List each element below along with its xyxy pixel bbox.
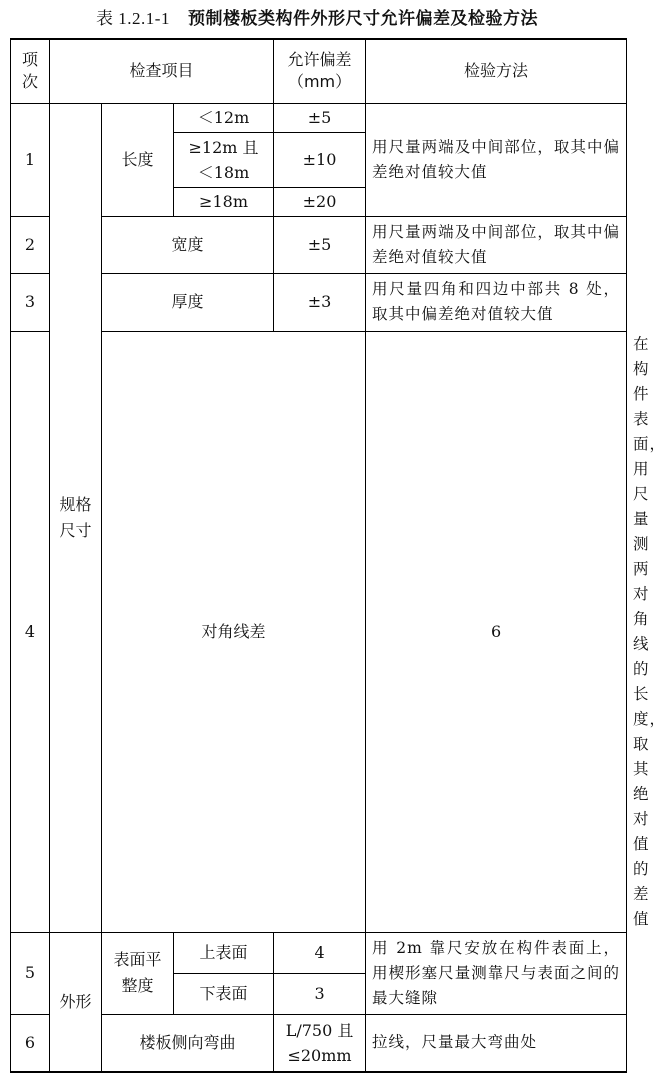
row5-item: 表面平整度 xyxy=(102,932,174,1014)
row6-no: 6 xyxy=(11,1014,50,1072)
table-row xyxy=(11,273,627,331)
row1-method: 用尺量两端及中间部位，取其中偏差绝对值较大值 xyxy=(366,103,627,216)
row1-tol3: ±20 xyxy=(274,187,366,216)
row3-item: 厚度 xyxy=(102,273,274,331)
table-row xyxy=(11,216,627,273)
row2-method: 用尺量两端及中间部位，取其中偏差绝对值较大值 xyxy=(366,216,627,273)
row4-no: 4 xyxy=(11,331,50,932)
row6-item: 楼板侧向弯曲 xyxy=(102,1014,274,1072)
table-row: 4 对角线差 6 在构件表面，用尺量测两对角线的长度，取其绝对值的差值 xyxy=(11,331,627,932)
header-row xyxy=(11,39,627,103)
row3-tol: ±3 xyxy=(274,273,366,331)
caption-number: 表 1.2.1-1 xyxy=(96,9,170,28)
group-shape: 外形 xyxy=(50,932,102,1072)
header-item: 检查项目 xyxy=(50,39,274,103)
table-row xyxy=(11,103,627,132)
table-row xyxy=(11,932,627,973)
header-tolerance: 允许偏差（mm） xyxy=(274,39,366,103)
row2-tol: ±5 xyxy=(274,216,366,273)
row1-sub3: ≥18m xyxy=(174,187,274,216)
row2-no: 2 xyxy=(11,216,50,273)
row1-sub1: ＜12m xyxy=(174,103,274,132)
header-no: 项次 xyxy=(11,39,50,103)
row5-no: 5 xyxy=(11,932,50,1014)
row1-item: 长度 xyxy=(102,103,174,216)
table-row xyxy=(11,1014,627,1072)
header-method: 检验方法 xyxy=(366,39,627,103)
row4-tol: 6 xyxy=(366,331,627,932)
row5-method: 用 2m 靠尺安放在构件表面上，用楔形塞尺量测靠尺与表面之间的最大缝隙 xyxy=(366,932,627,1014)
row3-no: 3 xyxy=(11,273,50,331)
tolerance-table xyxy=(10,38,666,1073)
row5-sub2: 下表面 xyxy=(174,973,274,1014)
row1-no: 1 xyxy=(11,103,50,216)
caption-title: 预制楼板类构件外形尺寸允许偏差及检验方法 xyxy=(187,9,538,29)
row6-tol: L/750 且≤20mm xyxy=(274,1014,366,1072)
table-caption xyxy=(0,4,634,29)
row5-tol2: 3 xyxy=(274,973,366,1014)
row1-tol1: ±5 xyxy=(274,103,366,132)
row4-item: 对角线差 xyxy=(102,331,366,932)
group-spec: 规格尺寸 xyxy=(50,103,102,932)
row6-method: 拉线，尺量最大弯曲处 xyxy=(366,1014,627,1072)
row3-method: 用尺量四角和四边中部共 8 处，取其中偏差绝对值较大值 xyxy=(366,273,627,331)
row5-sub1: 上表面 xyxy=(174,932,274,973)
row5-tol1: 4 xyxy=(274,932,366,973)
row1-sub2: ≥12m 且＜18m xyxy=(174,132,274,187)
row1-tol2: ±10 xyxy=(274,132,366,187)
row2-item: 宽度 xyxy=(102,216,274,273)
